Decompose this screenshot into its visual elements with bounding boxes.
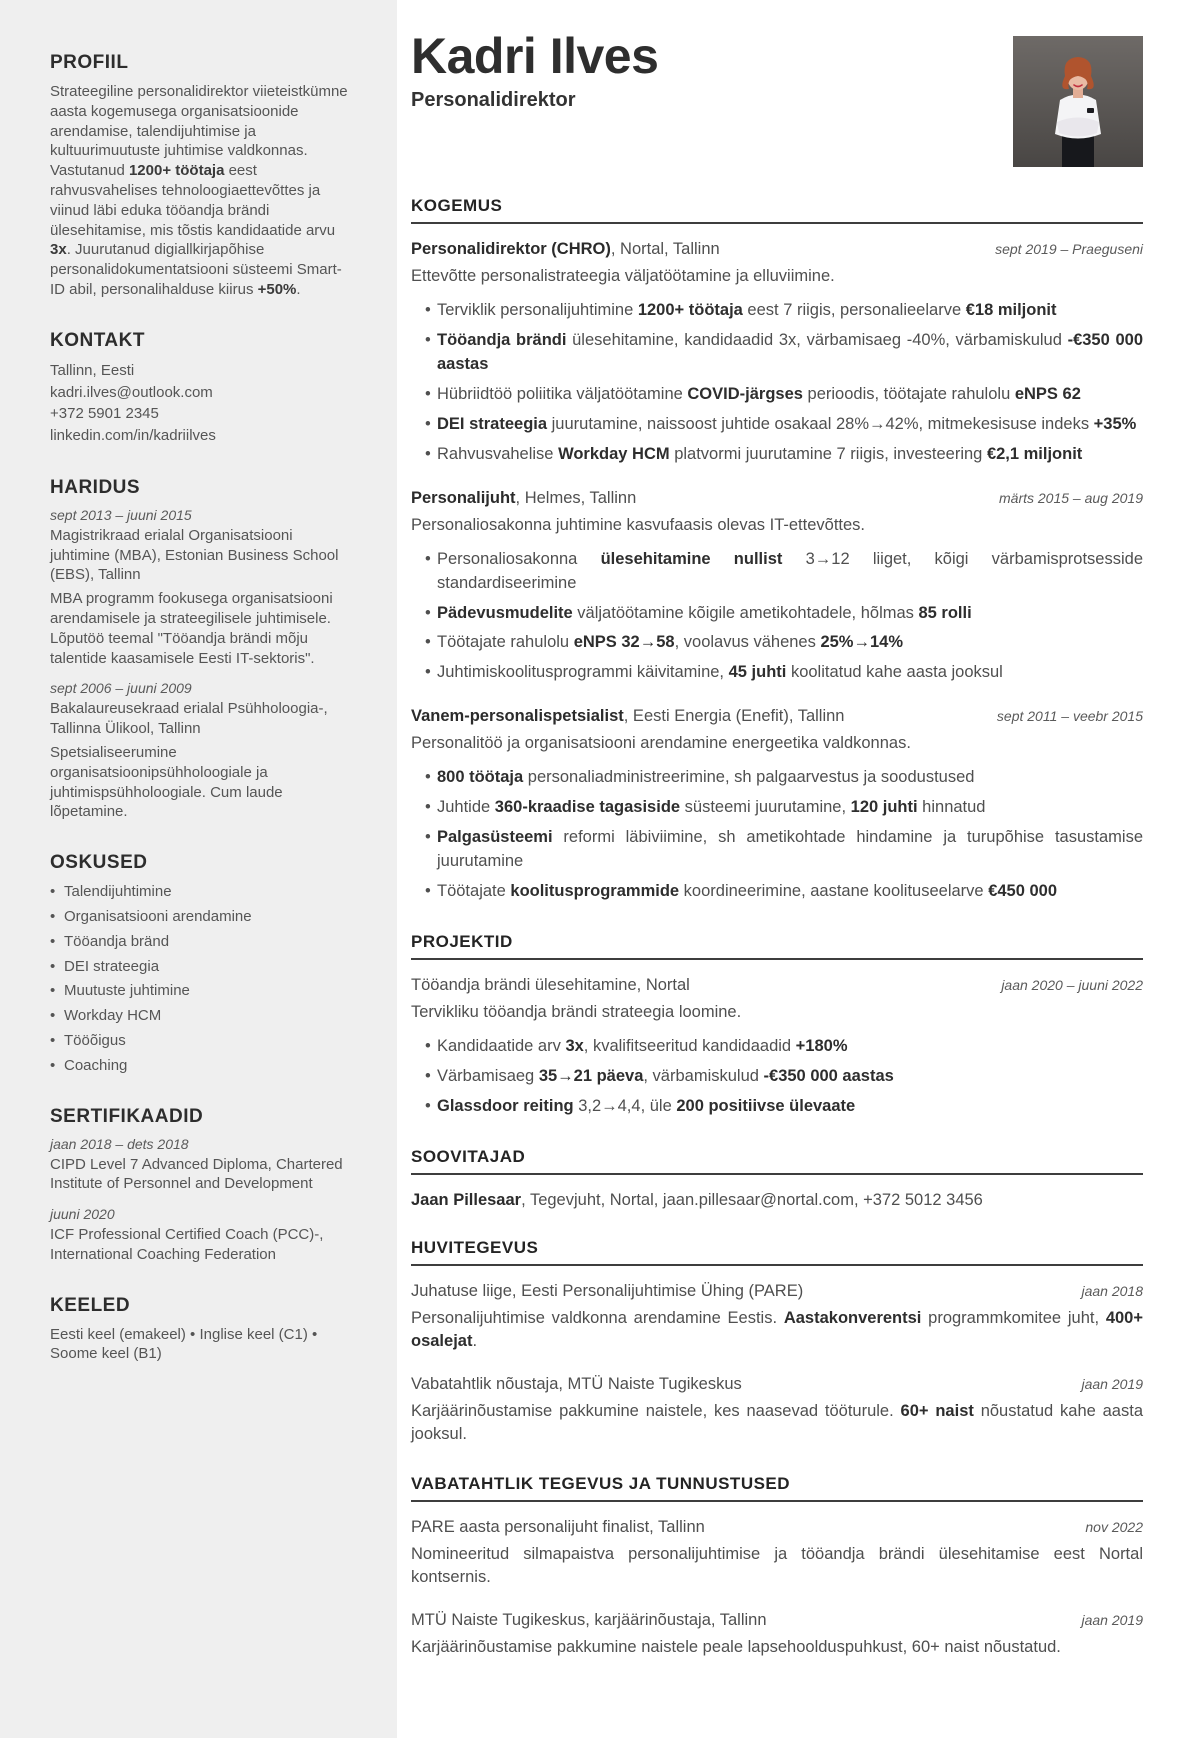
volunteer-dates: jaan 2019 xyxy=(1081,1612,1143,1629)
section-rule xyxy=(411,1500,1143,1502)
job-bullet: • Töötajate koolitusprogrammide koordineerimine, aastane koolituseelarve €450 000 xyxy=(425,880,1143,904)
job-title: Personalijuht, Helmes, Tallinn xyxy=(411,488,637,507)
skill-item: • Organisatsiooni arendamine xyxy=(50,907,353,927)
profile-heading: PROFIIL xyxy=(50,52,129,73)
contact-heading: KONTAKT xyxy=(50,329,145,351)
reference-line: Jaan Pillesaar, Tegevjuht, Nortal, jaan.pillesaar@nortal.com, +372 5012 3456 xyxy=(411,1190,983,1209)
job-entry xyxy=(411,489,1143,686)
job-bullet: • Hübriidtöö poliitika väljatöötamine COVID-järgses perioodis, töötajate rahulolu eNPS 62 xyxy=(425,383,1143,407)
job-bullet: • Pädevusmudelite väljatöötamine kõigile ametikohtadele, hõlmas 85 rolli xyxy=(425,602,1143,626)
experience-heading: KOGEMUS xyxy=(411,196,503,215)
job-bullet: • DEI strateegia juurutamine, naissoost juhtide osakaal 28%→42%, mitmekesisuse indeks +35% xyxy=(425,413,1143,437)
volunteer-description: Nomineeritud silmapaistva personalijuhtimise ja tööandja brändi ülesehitamise eest Nortal kontsernis. xyxy=(411,1545,1143,1587)
job-entry xyxy=(411,707,1143,904)
job-summary: Ettevõtte personalistrateegia väljatöötamine ja elluviimine. xyxy=(411,267,835,285)
volunteer-heading: VABATAHTLIK TEGEVUS JA TUNNUSTUSED xyxy=(411,1474,791,1494)
job-bullet: • Personaliosakonna ülesehitamine nullist 3→12 liiget, kõigi värbamisprotsesside standardiseerimine xyxy=(425,548,1143,596)
photo-arms xyxy=(1057,118,1099,137)
contact-linkedin: linkedin.com/in/kadriilves xyxy=(50,427,216,445)
job-bullets xyxy=(411,299,1143,467)
job-bullet: • Tööandja brändi ülesehitamine, kandidaadid 3x, värbamisaeg -40%, värbamiskulud -€350 000 aastas xyxy=(425,329,1143,377)
contact-email: kadri.ilves@outlook.com xyxy=(50,383,213,401)
project-bullet: • Glassdoor reiting 3,2→4,4, üle 200 positiivse ülevaate xyxy=(425,1095,1143,1119)
sidebar-section-skills xyxy=(50,852,353,1075)
education-degree: Bakalaureusekraad erialal Psühholoogia-, Tallinna Ülikool, Tallinn xyxy=(50,700,328,738)
certificates-heading: SERTIFIKAADID xyxy=(50,1105,204,1127)
section-projects xyxy=(411,932,1143,1119)
certificate-name: ICF Professional Certified Coach (PCC)-, International Coaching Federation xyxy=(50,1226,324,1263)
job-bullets xyxy=(411,766,1143,904)
section-rule xyxy=(411,1264,1143,1266)
job-title: Personalidirektor (CHRO), Nortal, Tallinn xyxy=(411,240,720,258)
volunteer-title: PARE aasta personalijuht finalist, Tallinn xyxy=(411,1518,705,1537)
activity-dates: jaan 2019 xyxy=(1081,1376,1143,1393)
volunteer-title: MTÜ Naiste Tugikeskus, karjäärinõustaja, Tallinn xyxy=(411,1611,767,1630)
sidebar-section-languages xyxy=(50,1295,353,1365)
main-column xyxy=(397,0,1190,1738)
profile-text: Strateegiline personalidirektor viieteistkümne aasta kogemusega organisatsioonide arendamise, talendijuhtimise ja kultuurimuutuste juhtimise valdkonnas. Vastutanud 1200+ töötaja eest rahvusvahelises tehnoloogiaettevõttes ja viinud läbi eduka tööandja brändi ülesehitamise, mis tõstis kandidaatide arvu 3x. Juurutanud digiallkirjapõhise personalidokumentatsiooni süsteemi Smart-ID abil, personalihalduse kiirus +50%. xyxy=(50,83,348,298)
job-summary: Personaliosakonna juhtimine kasvufaasis olevas IT-ettevõttes. xyxy=(411,515,865,534)
volunteer-header xyxy=(411,1518,1143,1537)
job-bullet: • Töötajate rahulolu eNPS 32→58, voolavus vähenes 25%→14% xyxy=(425,631,1143,655)
section-rule xyxy=(411,1173,1143,1175)
profile-photo xyxy=(1013,36,1143,167)
education-entry xyxy=(50,507,353,669)
activity-description: Personalijuhtimise valdkonna arendamine Eestis. Aastakonverentsi programmkomitee juht, 400+ osalejat. xyxy=(411,1308,1143,1350)
education-degree: Magistrikraad erialal Organisatsiooni juhtimine (MBA), Estonian Business School (EBS), Tallinn xyxy=(50,526,339,584)
activity-header xyxy=(411,1375,1143,1394)
skill-item: • Talendijuhtimine xyxy=(50,882,353,902)
sidebar-section-education xyxy=(50,477,353,822)
certificate-entry xyxy=(50,1136,353,1195)
job-bullet: • Palgasüsteemi reformi läbiviimine, sh ametikohtade hindamine ja turupõhise tasustamise juurutamine xyxy=(425,826,1143,874)
activity-entry xyxy=(411,1282,1143,1353)
project-header xyxy=(411,976,1143,995)
job-bullet: • Rahvusvahelise Workday HCM platvormi juurutamine 7 riigis, investeering €2,1 miljonit xyxy=(425,443,1143,467)
photo-watch xyxy=(1087,108,1094,113)
contact-phone: +372 5901 2345 xyxy=(50,405,159,423)
section-references xyxy=(411,1147,1143,1210)
job-bullet: • Juhtimiskoolitusprogrammi käivitamine, 45 juhti koolitatud kahe aasta jooksul xyxy=(425,661,1143,685)
education-entry xyxy=(50,680,353,822)
education-heading: HARIDUS xyxy=(50,476,141,498)
certificate-entry xyxy=(50,1206,353,1265)
job-header xyxy=(411,240,1143,259)
volunteer-dates: nov 2022 xyxy=(1085,1519,1143,1536)
activities-heading: HUVITEGEVUS xyxy=(411,1237,539,1257)
activity-title: Vabatahtlik nõustaja, MTÜ Naiste Tugikeskus xyxy=(411,1375,742,1394)
volunteer-header xyxy=(411,1611,1143,1630)
job-dates: sept 2019 – Praeguseni xyxy=(995,241,1143,257)
project-bullet: • Värbamisaeg 35→21 päeva, värbamiskulud -€350 000 aastas xyxy=(425,1065,1143,1089)
activity-header xyxy=(411,1282,1143,1301)
project-bullet: • Kandidaatide arv 3x, kvalifitseeritud kandidaadid +180% xyxy=(425,1035,1143,1059)
certificate-dates: juuni 2020 xyxy=(50,1206,115,1223)
education-dates: sept 2013 – juuni 2015 xyxy=(50,506,192,523)
job-header xyxy=(411,489,1143,508)
project-dates: jaan 2020 – juuni 2022 xyxy=(1001,977,1143,994)
person-name: Kadri Ilves xyxy=(411,28,659,84)
job-bullet: • Juhtide 360-kraadise tagasiside süsteemi juurutamine, 120 juhti hinnatud xyxy=(425,796,1143,820)
job-bullet: • 800 töötaja personaliadministreerimine, sh palgaarvestus ja soodustused xyxy=(425,766,1143,790)
skill-item: • Tööõigus xyxy=(50,1031,353,1051)
activity-dates: jaan 2018 xyxy=(1081,1282,1143,1299)
job-bullet: • Terviklik personalijuhtimine 1200+ töötaja eest 7 riigis, personalieelarve €18 miljonit xyxy=(425,299,1143,323)
languages-heading: KEELED xyxy=(50,1294,131,1316)
volunteer-entry xyxy=(411,1611,1143,1659)
sidebar-section-contact xyxy=(50,330,353,447)
job-dates: sept 2011 – veebr 2015 xyxy=(996,708,1143,725)
references-heading: SOOVITAJAD xyxy=(411,1146,526,1166)
education-description: Spetsialiseerumine organisatsioonipsühholoogiale ja juhtimispsühholoogiale. Cum laude lõpetamine. xyxy=(50,743,283,821)
sidebar xyxy=(0,0,397,1738)
job-bullets xyxy=(411,548,1143,686)
section-volunteer xyxy=(411,1474,1143,1659)
skill-item: • Coaching xyxy=(50,1056,353,1076)
section-rule xyxy=(411,222,1143,224)
contact-location: Tallinn, Eesti xyxy=(50,361,135,379)
sidebar-section-profile xyxy=(50,52,353,300)
section-experience xyxy=(411,196,1143,904)
education-description: MBA programm fookusega organisatsiooni arendamisele ja strateegilisele juhtimisele. Lõputöö teemal "Tööandja brändi mõju talentide kaasamisele Eesti IT-sektoris". xyxy=(50,590,333,667)
volunteer-entry xyxy=(411,1518,1143,1589)
resume-header xyxy=(411,30,1143,170)
skills-heading: OSKUSED xyxy=(50,852,148,874)
job-header xyxy=(411,707,1143,726)
project-bullets xyxy=(411,1035,1143,1119)
section-rule xyxy=(411,958,1143,960)
job-summary: Personalitöö ja organisatsiooni arendamine energeetika valdkonnas. xyxy=(411,734,911,753)
job-dates: märts 2015 – aug 2019 xyxy=(999,489,1143,506)
project-title: Tööandja brändi ülesehitamine, Nortal xyxy=(411,976,690,995)
section-activities xyxy=(411,1238,1143,1446)
job-title: Vanem-personalispetsialist, Eesti Energia (Enefit), Tallinn xyxy=(411,707,845,726)
certificate-name: CIPD Level 7 Advanced Diploma, Chartered Institute of Personnel and Development xyxy=(50,1155,343,1193)
skill-item: • Workday HCM xyxy=(50,1006,353,1026)
job-entry xyxy=(411,240,1143,467)
skill-item: • Tööandja bränd xyxy=(50,932,353,952)
skill-item: • DEI strateegia xyxy=(50,957,353,977)
activity-title: Juhatuse liige, Eesti Personalijuhtimise Ühing (PARE) xyxy=(411,1281,804,1300)
project-summary: Tervikliku tööandja brändi strateegia loomine. xyxy=(411,1003,742,1022)
activity-description: Karjäärinõustamise pakkumine naistele, kes naasevad tööturule. 60+ naist nõustatud kahe aasta jooksul. xyxy=(411,1402,1143,1444)
activity-entry xyxy=(411,1375,1143,1446)
certificate-dates: jaan 2018 – dets 2018 xyxy=(50,1135,189,1152)
sidebar-section-certificates xyxy=(50,1106,353,1265)
languages-text: Eesti keel (emakeel) • Inglise keel (C1) • Soome keel (B1) xyxy=(50,1325,318,1363)
projects-heading: PROJEKTID xyxy=(411,932,513,952)
person-job-title: Personalidirektor xyxy=(411,88,576,111)
skills-list xyxy=(50,882,353,1075)
education-dates: sept 2006 – juuni 2009 xyxy=(50,680,192,697)
volunteer-description: Karjäärinõustamise pakkumine naistele peale lapsehoolduspuhkust, 60+ naist nõustatud. xyxy=(411,1638,1061,1657)
skill-item: • Muutuste juhtimine xyxy=(50,981,353,1001)
project-entry xyxy=(411,976,1143,1119)
